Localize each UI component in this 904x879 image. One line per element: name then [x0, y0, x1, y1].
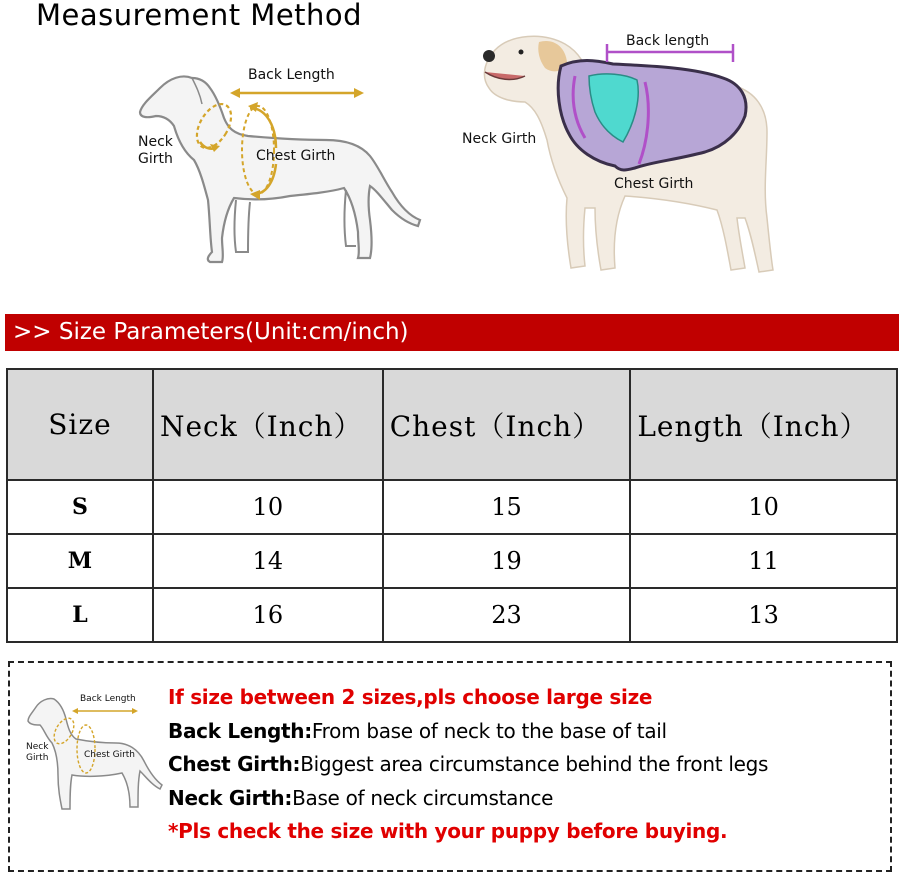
neck-girth-desc: Base of neck circumstance [292, 785, 554, 810]
notes-text [168, 681, 768, 849]
length-cell: 10 [630, 480, 897, 534]
dog-vest-icon [455, 22, 785, 282]
size-table [6, 368, 898, 643]
small-back-length-label: Back Length [80, 694, 136, 704]
small-neck-label-1: Neck [26, 742, 49, 752]
size-parameters-banner [5, 314, 899, 351]
size-cell: S [7, 480, 153, 534]
dog-outline-icon [130, 60, 430, 290]
neck-girth-label-line1: Neck [138, 134, 173, 150]
back-length-note [168, 715, 768, 749]
length-cell: 13 [630, 588, 897, 642]
chest-cell: 19 [383, 534, 631, 588]
neck-cell: 14 [153, 534, 383, 588]
dog-vest-photo [455, 22, 785, 282]
measurement-notes-box [8, 661, 892, 872]
table-row [7, 588, 897, 642]
chest-girth-key: Chest Girth: [168, 752, 301, 776]
chest-cell: 15 [383, 480, 631, 534]
neck-cell: 16 [153, 588, 383, 642]
page-title: Measurement Method [36, 0, 363, 32]
small-chest-girth-label: Chest Girth [84, 750, 136, 760]
table-row [7, 534, 897, 588]
neck-cell: 10 [153, 480, 383, 534]
chest-girth-label-right: Chest Girth [614, 176, 694, 192]
back-length-label-right: Back length [626, 33, 710, 49]
table-header-row [7, 369, 897, 480]
back-length-label: Back Length [248, 67, 335, 83]
dog-measurement-diagram [130, 60, 430, 290]
banner-text: >> Size Parameters(Unit:cm/inch) [13, 319, 409, 345]
neck-girth-label-right: Neck Girth [462, 131, 537, 147]
header-size: Size [7, 369, 153, 480]
size-advice: If size between 2 sizes,pls choose large size [168, 685, 653, 709]
back-length-desc: From base of neck to the base of tail [311, 718, 667, 743]
header-length: Length（Inch） [630, 369, 897, 480]
back-length-key: Back Length: [168, 718, 312, 743]
size-cell: L [7, 588, 153, 642]
neck-girth-label-line2: Girth [138, 151, 173, 167]
neck-girth-note [168, 782, 768, 816]
header-chest: Chest（Inch） [383, 369, 631, 480]
neck-girth-key: Neck Girth: [168, 785, 293, 810]
chest-girth-label: Chest Girth [256, 148, 336, 164]
chest-girth-desc: Biggest area circumstance behind the front legs [300, 752, 769, 776]
chest-girth-note [168, 748, 768, 782]
small-neck-label-2: Girth [26, 753, 49, 763]
header-neck: Neck（Inch） [153, 369, 383, 480]
chest-cell: 23 [383, 588, 631, 642]
size-cell: M [7, 534, 153, 588]
length-cell: 11 [630, 534, 897, 588]
table-row [7, 480, 897, 534]
check-size-warning: *Pls check the size with your puppy before buying. [168, 819, 728, 843]
